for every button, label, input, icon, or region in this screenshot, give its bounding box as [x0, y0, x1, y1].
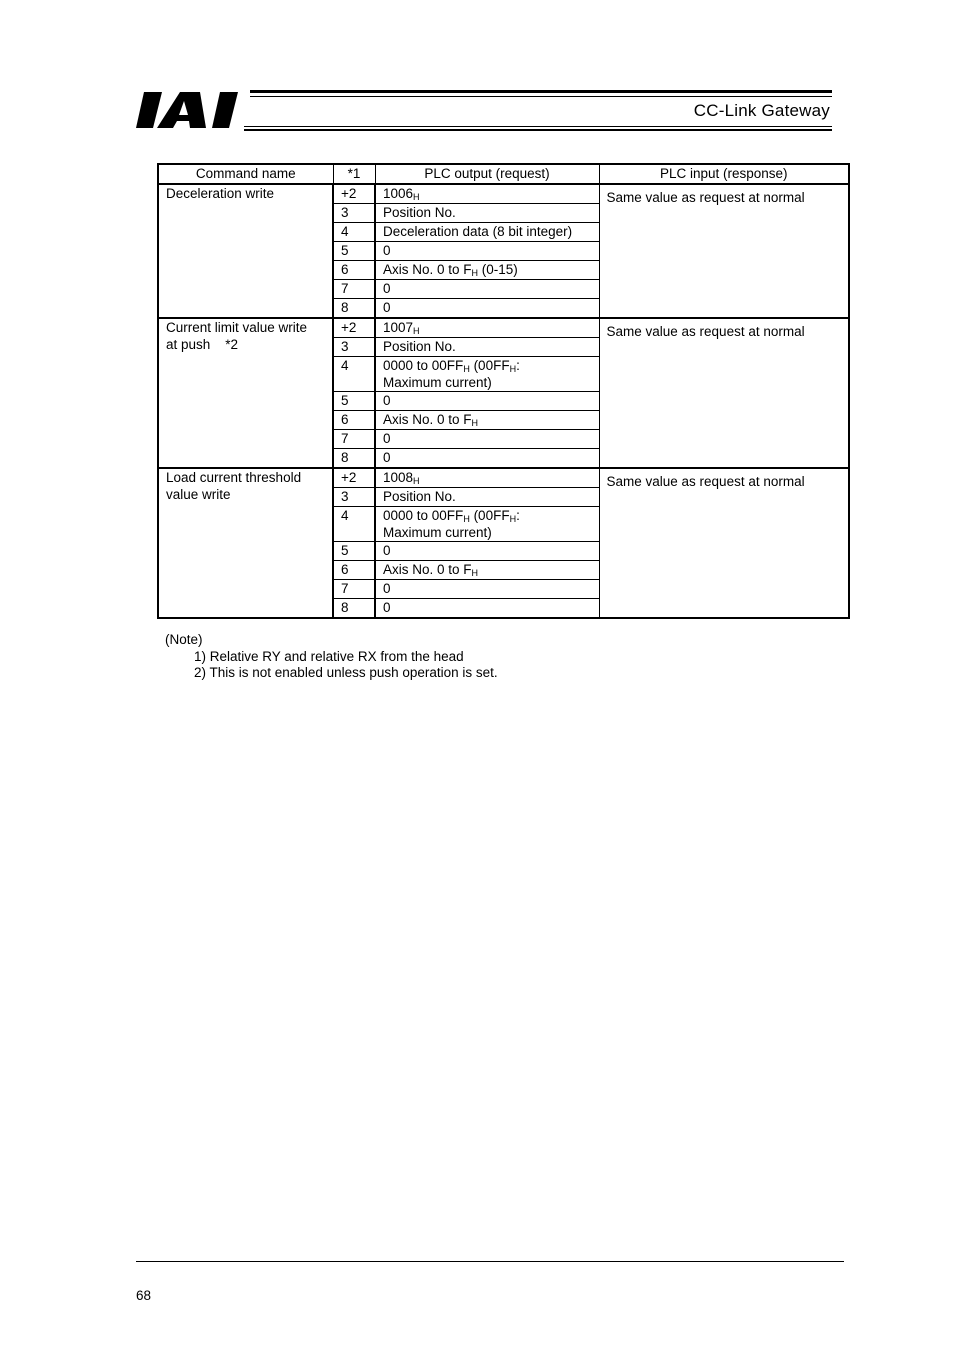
row-number: 4 [333, 357, 375, 392]
table-row [158, 184, 849, 204]
row-number: 8 [333, 599, 375, 619]
command-name: Current limit value write at push *2 [158, 318, 333, 468]
product-title: CC-Link Gateway [693, 101, 830, 120]
request-value: 0000 to $00FF_H$ ($00FF_H$: Maximum current) [375, 357, 599, 392]
row-number: 5 [333, 392, 375, 411]
request-value: $1007_H$ [375, 318, 599, 338]
notes-title: (Note) [165, 632, 203, 647]
request-value: $1008_H$ [375, 468, 599, 488]
note-item: 1) Relative RY and relative RX from the head [194, 648, 464, 664]
row-number: 5 [333, 542, 375, 561]
row-number: 6 [333, 261, 375, 280]
row-number: 3 [333, 204, 375, 223]
row-number: 3 [333, 338, 375, 357]
table-header-row [158, 164, 849, 184]
response-value: Same value as request at normal [599, 318, 849, 468]
column-header: Command name [158, 164, 333, 184]
table-row [158, 468, 849, 488]
row-number: 4 [333, 507, 375, 542]
header-rule [250, 90, 832, 93]
request-value: 0 [375, 580, 599, 599]
request-value: Axis No. 0 to $F_H$ [375, 561, 599, 580]
column-header: *1 [333, 164, 375, 184]
table-row [158, 318, 849, 338]
header-rule [244, 129, 832, 131]
request-value: Position No. [375, 204, 599, 223]
response-value: Same value as request at normal [599, 184, 849, 318]
row-number: 8 [333, 449, 375, 469]
request-value: Deceleration data (8 bit integer) [375, 223, 599, 242]
page-number: 68 [136, 1288, 152, 1303]
header-rule [244, 126, 832, 127]
row-number: 7 [333, 580, 375, 599]
request-value: Axis No. 0 to $F_H$ (0-15) [375, 261, 599, 280]
row-number: 5 [333, 242, 375, 261]
request-value: 0 [375, 280, 599, 299]
command-name: Load current threshold value write [158, 468, 333, 618]
request-value: 0 [375, 599, 599, 619]
command-table [157, 163, 850, 619]
response-value: Same value as request at normal [599, 468, 849, 618]
header-rule [250, 96, 832, 97]
footer-rule [136, 1261, 844, 1262]
column-header: PLC output (request) [375, 164, 599, 184]
request-value: 0 [375, 242, 599, 261]
row-number: 7 [333, 430, 375, 449]
note-item: 2) This is not enabled unless push operation is set. [194, 665, 498, 680]
request-value: 0 [375, 430, 599, 449]
row-number: 6 [333, 561, 375, 580]
request-value: 0 [375, 449, 599, 469]
iai-logo [136, 88, 244, 132]
request-value: Position No. [375, 338, 599, 357]
request-value: 0 [375, 392, 599, 411]
request-value: 0 [375, 542, 599, 561]
request-value: Axis No. 0 to $F_H$ [375, 411, 599, 430]
row-number: +2 [333, 468, 375, 488]
row-number: 4 [333, 223, 375, 242]
notes [165, 632, 498, 682]
request-value: 0000 to $00FF_H$ ($00FF_H$: Maximum current) [375, 507, 599, 542]
row-number: 7 [333, 280, 375, 299]
row-number: +2 [333, 318, 375, 338]
command-name: Deceleration write [158, 184, 333, 318]
row-number: 3 [333, 488, 375, 507]
request-value: 0 [375, 299, 599, 319]
row-number: 6 [333, 411, 375, 430]
row-number: +2 [333, 184, 375, 204]
row-number: 8 [333, 299, 375, 319]
request-value: $1006_H$ [375, 184, 599, 204]
request-value: Position No. [375, 488, 599, 507]
column-header: PLC input (response) [599, 164, 849, 184]
